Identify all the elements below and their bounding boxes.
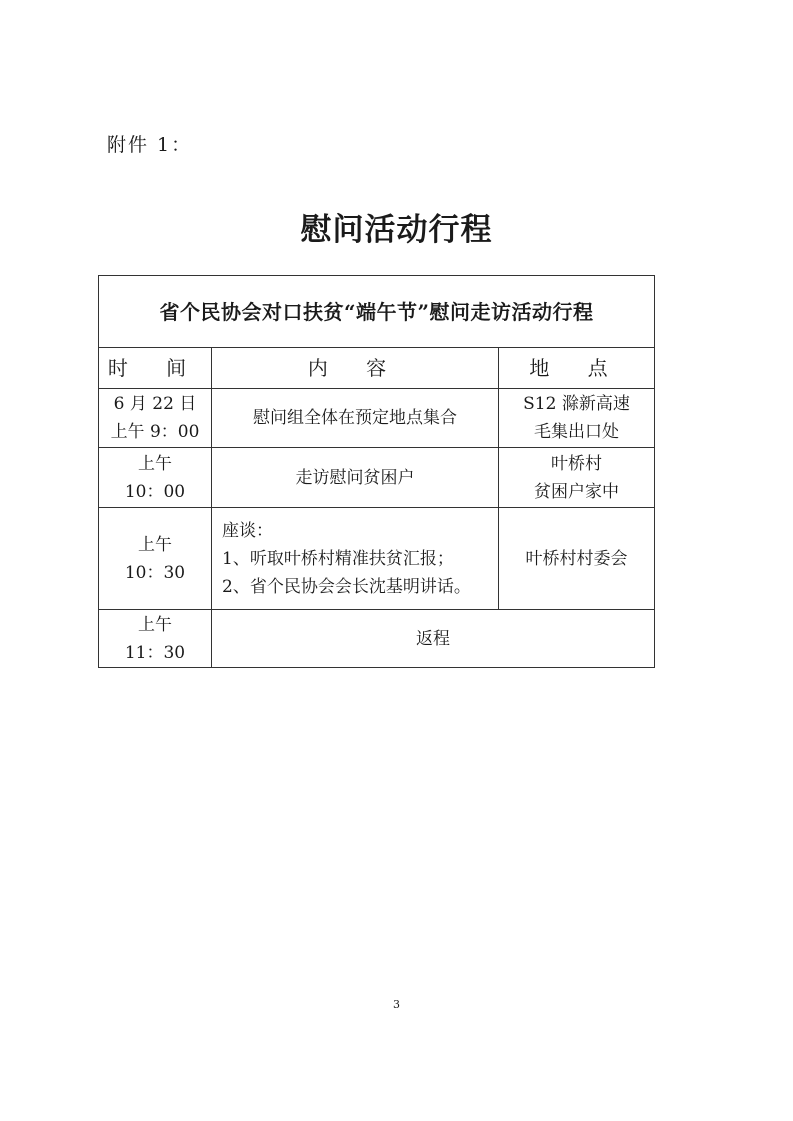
content-cell [212, 610, 655, 668]
time-cell [99, 448, 212, 508]
time-period: 上午 [138, 614, 172, 635]
header-time: 时 间 [99, 348, 212, 389]
place-line: 毛集出口处 [534, 422, 619, 442]
place-line: S12 滁新高速 [523, 394, 630, 414]
header-content: 内 容 [212, 348, 499, 389]
page-number: 3 [393, 998, 400, 1011]
table-row [99, 610, 655, 668]
content-cell [212, 508, 499, 610]
time-date: 6 月 22 日 [113, 394, 197, 414]
table-row [99, 448, 655, 508]
time-value: 10：30 [124, 562, 186, 583]
content-text: 慰问组全体在预定地点集合 [253, 408, 457, 428]
time-value: 上午 9：00 [110, 422, 200, 442]
content-text: 1、听取叶桥村精准扶贫汇报； [222, 548, 454, 569]
content-cell [212, 448, 499, 508]
content-text: 返程 [416, 628, 450, 649]
attachment-label: 附件 1： [107, 134, 193, 156]
content-cell [212, 389, 499, 448]
time-cell [99, 610, 212, 668]
time-value: 11：30 [124, 642, 186, 663]
itinerary-table [98, 275, 655, 668]
place-line: 叶桥村 [551, 453, 602, 474]
time-value: 10：00 [124, 481, 186, 502]
content-text: 走访慰问贫困户 [295, 467, 415, 488]
place-cell [499, 389, 655, 448]
place-cell [499, 508, 655, 610]
time-period: 上午 [138, 453, 172, 474]
content-text: 2、省个民协会会长沈基明讲话。 [222, 576, 471, 597]
place-line: 叶桥村村委会 [525, 548, 628, 569]
table-caption: 省个民协会对口扶贫“端午节”慰问走访活动行程 [99, 276, 655, 348]
time-cell [99, 508, 212, 610]
header-place: 地 点 [499, 348, 655, 389]
time-cell [99, 389, 212, 448]
content-text: 座谈： [222, 520, 273, 541]
place-cell [499, 448, 655, 508]
table-row [99, 389, 655, 448]
time-period: 上午 [138, 534, 172, 555]
document-title: 慰问活动行程 [300, 212, 493, 248]
table-row [99, 508, 655, 610]
place-line: 贫困户家中 [534, 481, 619, 502]
